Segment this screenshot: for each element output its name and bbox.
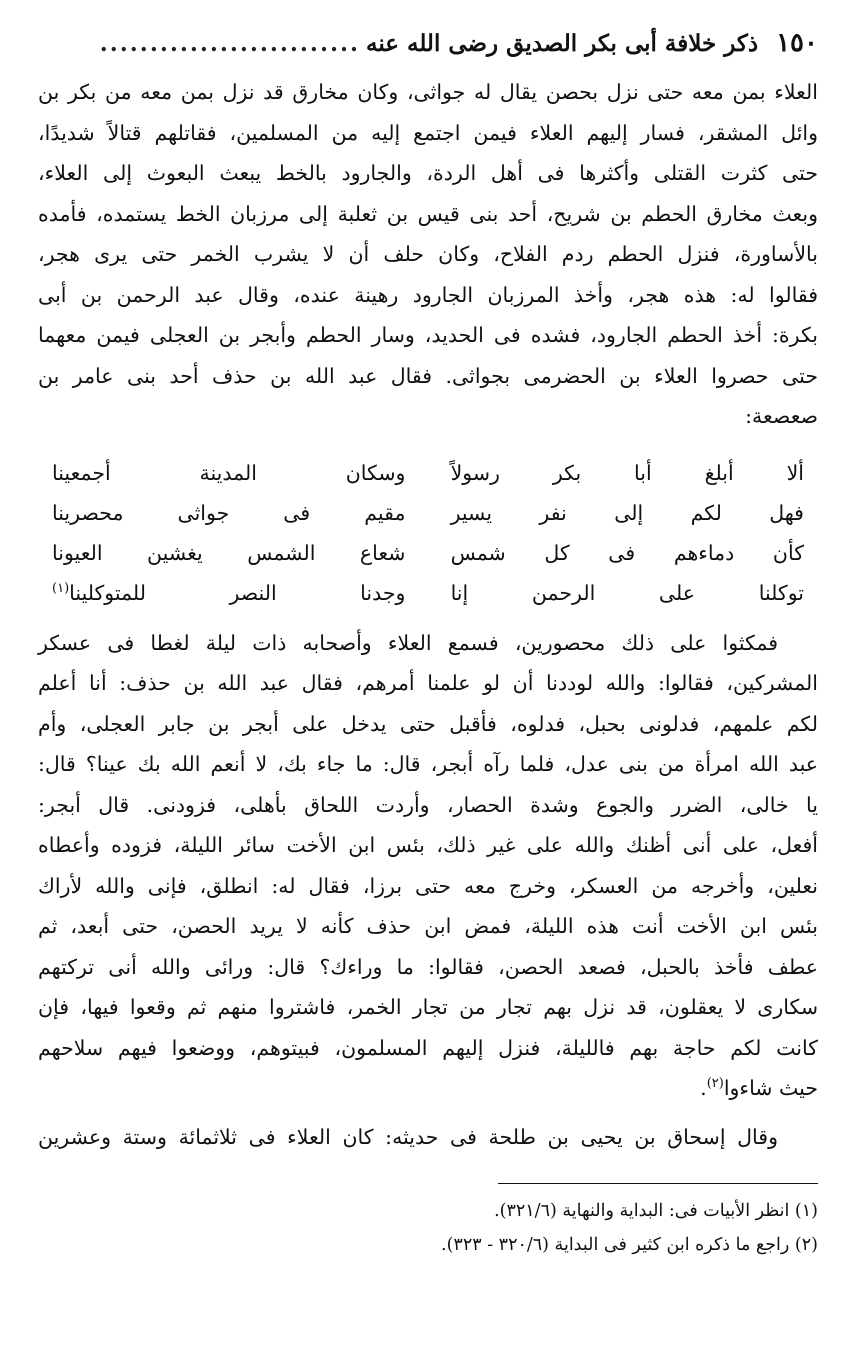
text-line: عبد الله امرأة من بنى عدل، فلما رآه أبجر، قال: ما جاء بك، لا أنعم الله بك عينا؟ قال:: [38, 752, 818, 776]
text-line: أفعل، على أنى أظنك والله على غير ذلك، بئس ابن الأخت سائر الليلة، فزوده وأعطاه: [38, 833, 818, 857]
text-line: وائل المشقر، فسار إليهم العلاء فيمن اجتمع إليه من المسلمين، فقاتلهم قتالاً شديدًا،: [38, 120, 818, 145]
verse-text: وجدنا النصر للمتوكلينا: [69, 580, 406, 605]
text-line: عطف فأخذ بالحبل، فصعد الحصن، فقالوا: ما وراءك؟ قال: ورائى والله أنى تركتهم: [38, 954, 818, 979]
verse-first-half: ألا أبلغ أبا بكر رسولاً: [450, 460, 804, 485]
text-fragment: حيث شاءوا: [723, 1076, 818, 1100]
text-line: صعصعة:: [745, 404, 818, 428]
verse-second-half: مقيم فى جواثى محصرينا: [52, 500, 406, 525]
footnote-1: (١) انظر الأبيات فى: البداية والنهاية (٣٢١/٦).: [494, 1201, 818, 1221]
text-line: فمكثوا على ذلك محصورين، فسمع العلاء وأصحابه ذات ليلة لغطا فى عسكر: [38, 630, 778, 655]
text-line: وقال إسحاق بن يحيى بن طلحة فى حديثه: كان العلاء فى ثلاثمائة وستة وعشرين: [38, 1124, 778, 1149]
header-leader-dots: ..........................: [99, 30, 360, 57]
poem-verse: [52, 493, 804, 533]
book-page: [38, 28, 818, 1343]
text-line: حتى كثرت القتلى وأكثرها فى أهل الردة، والجارود بالخط يبعث البعوث إلى العلاء،: [38, 161, 818, 185]
text-line: نعلين، وأخرجه من العسكر، وخرج معه حتى برزا، فقال له: انطلق، فإنى والله لأراك: [38, 873, 818, 898]
paragraph-2: [38, 623, 818, 1109]
running-header: [38, 28, 818, 72]
footnote-divider: [498, 1183, 818, 1184]
text-line: العلاء بمن معه حتى نزل بحصن يقال له جواثى، وكان مخارق قد نزل بمن معه من بكر بن: [38, 80, 818, 104]
verse-second-half: وسكان المدينة أجمعينا: [52, 460, 406, 485]
text-line: المشركين، فقالوا: والله لوددنا أن لو علمنا أمرهم، فقال عبد الله بن حذف: أنا أعلم: [38, 671, 818, 695]
footnote-ref-2: (٢): [706, 1076, 724, 1092]
footnotes: [38, 1194, 818, 1262]
poem-verse: [52, 453, 804, 493]
text-line: بكرة: أخذ الحطم الجارود، فشده فى الحديد، وسار الحطم وأبجر بن العجلى فيمن معهما: [38, 323, 818, 347]
text-line: فقالوا له: هذه هجر، وأخذ المرزبان الجارود رهينة عنده، وقال عبد الرحمن بن أبى: [38, 282, 818, 307]
running-title: ذكر خلافة أبى بكر الصديق رضى الله عنه: [365, 30, 759, 57]
text-line: يا خالى، الضرر والجوع وشدة الحصار، وأردت اللحاق بأهلى، فزودنى. قال أبجر:: [38, 792, 818, 817]
verse-first-half: فهل لكم إلى نفر يسير: [450, 500, 804, 525]
poem-verse: [52, 573, 804, 613]
text-line: كانت لكم حاجة بهم فالليلة، فنزل إليهم المسلمون، فبيتوهم، ووضعوا فيهم سلاحهم: [38, 1035, 818, 1060]
text-line: [38, 1068, 818, 1109]
verse-first-half: كأن دماءهم فى كل شمس: [450, 540, 804, 565]
poem-verse: [52, 533, 804, 573]
text-line: وبعث مخارق الحطم بن شريح، أحد بنى قيس بن ثعلبة إلى مرزبان الخط يستمده، فأمده: [38, 201, 818, 226]
verse-second-half: [52, 573, 405, 613]
poem: [52, 453, 804, 613]
footnote-2: (٢) راجع ما ذكره ابن كثير فى البداية (٣٢٠/٦ - ٣٢٣).: [441, 1235, 818, 1255]
page-number: ١٥٠: [776, 28, 818, 58]
text-line: سكارى لا يعقلون، قد نزل بهم تجار من تجار الخمر، فاشتروا منهم ثم وقعوا فيها، فإن: [38, 995, 818, 1019]
text-line: لكم علمهم، فدلونى بحبل، فدلوه، فأقبل حتى يدخل على أبجر بن جابر العجلى، وأم: [38, 711, 818, 736]
text-line: بئس ابن الأخت أنت هذه الليلة، فمض ابن حذف كأنه لا يريد الحصن، حتى أبعد، ثم: [38, 914, 818, 938]
paragraph-3: [38, 1117, 818, 1158]
footnote-ref-1: (١): [52, 580, 70, 596]
paragraph-1: [38, 72, 818, 437]
text-line: بالأساورة، فنزل الحطم ردم الفلاح، وكان حلف أن لا يشرب الخمر حتى يرى هجر،: [38, 242, 818, 266]
verse-first-half: توكلنا على الرحمن إنا: [450, 580, 804, 605]
text-line: حتى حصروا العلاء بن الحضرمى بجواثى. فقال عبد الله بن حذف أحد بنى عامر بن: [38, 363, 818, 388]
period: .: [700, 1076, 707, 1100]
verse-second-half: شعاع الشمس يغشين العيونا: [52, 540, 406, 565]
